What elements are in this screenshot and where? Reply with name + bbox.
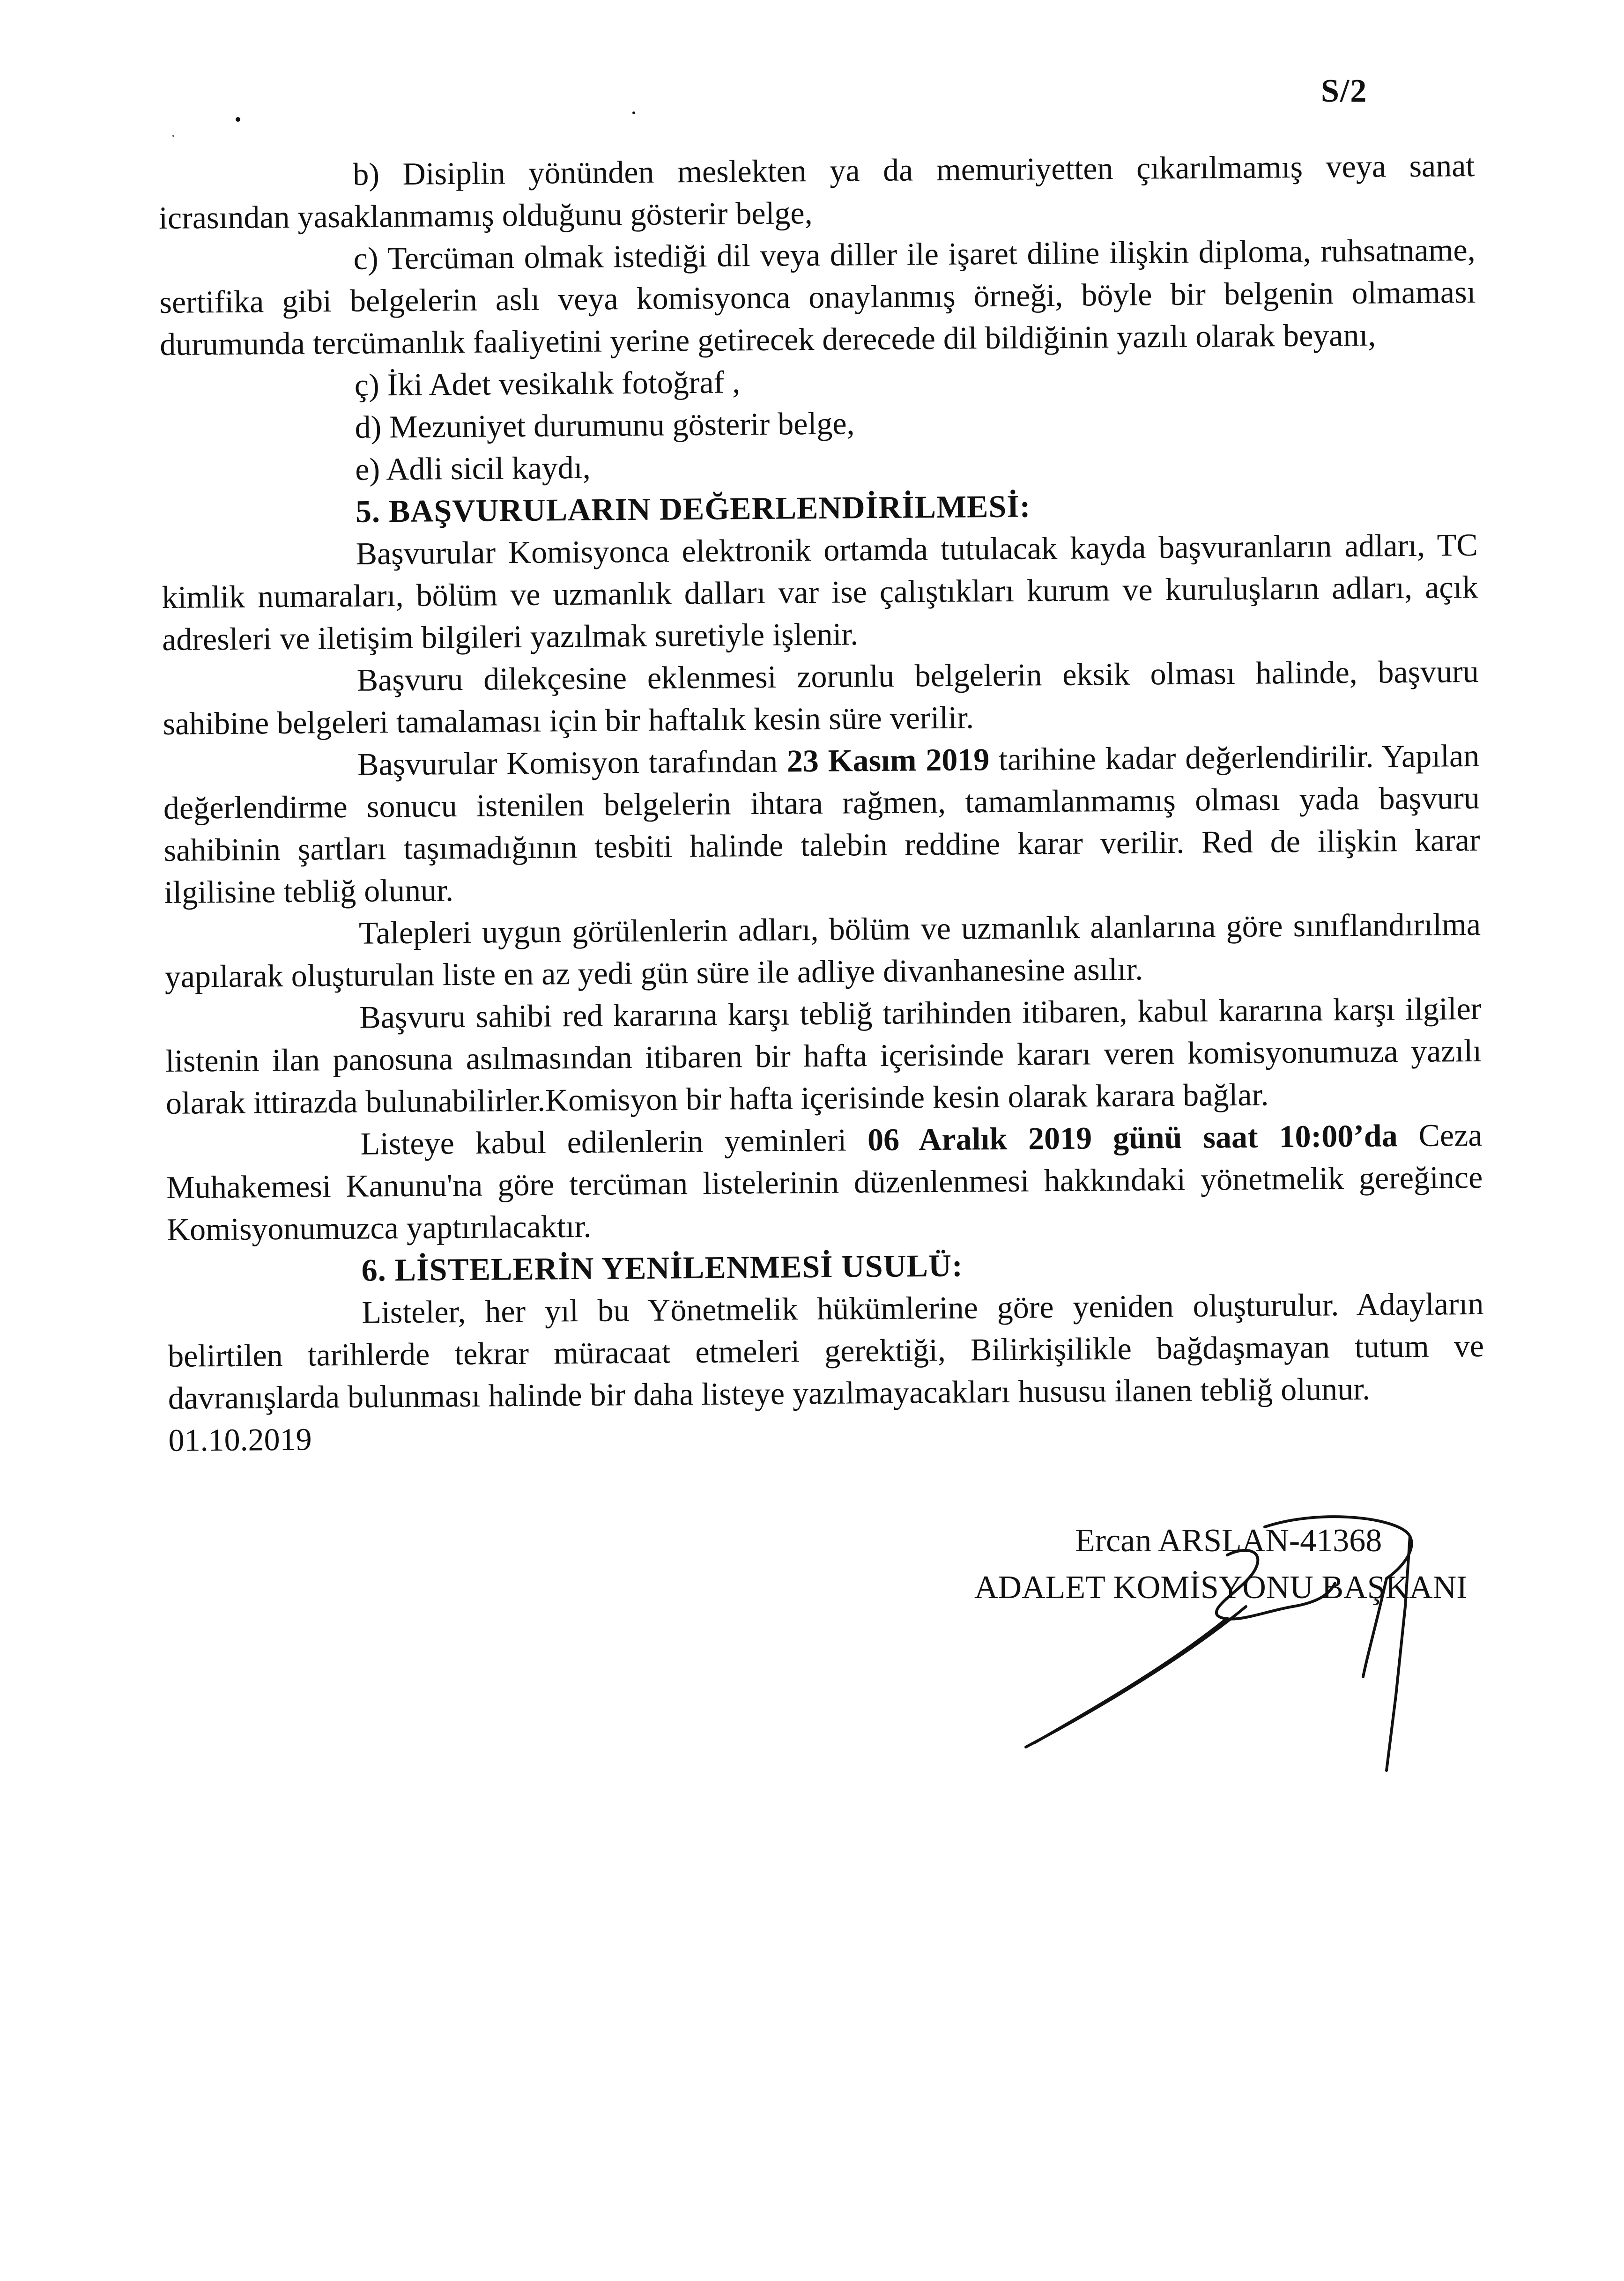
requirement-item-c: c) Tercüman olmak istediği dil veya diller ile işaret diline ilişkin diploma, ruhsatname, sertifika gibi belgelerin aslı veya komisyonca onaylanmış örneği, böyle bir belgenin olmaması durumunda tercümanlık faaliyetini yerine getirecek derecede dil bildiğinin yazılı olarak beyanı, — [159, 231, 1476, 362]
paragraph-text: Ceza Muhakemesi Kanunu'na göre tercüman listelerinin düzenlenmesi hakkındaki yönetmelik gereğince Komisyonumuzca yaptırılacaktır. — [166, 1117, 1483, 1247]
section-5-paragraph-4: Talepleri uygun görülenlerin adları, bölüm ve uzmanlık alanlarına göre sınıflandırılma yapılarak oluşturulan liste en az yedi gün süre ile adliye divanhanesine asılır. — [164, 906, 1481, 994]
evaluation-deadline: 23 Kasım 2019 — [786, 741, 990, 779]
requirement-item-d: d) Mezuniyet durumunu gösterir belge, — [355, 405, 855, 445]
signatory-title: ADALET KOMİSYONU BAŞKANI — [974, 1570, 1468, 1606]
section-5-heading: 5. BAŞVURULARIN DEĞERLENDİRİLMESİ: — [355, 488, 1031, 529]
requirement-item-b: b) Disiplin yönünden meslekten ya da memuriyetten çıkarılmamış veya sanat icrasından yasaklanmamış olduğunu gösterir belge, — [158, 147, 1475, 236]
signatory-name: Ercan ARSLAN-41368 — [1075, 1523, 1382, 1559]
section-5-paragraph-6 — [166, 1114, 1483, 1251]
handwritten-signature — [965, 1499, 1480, 1827]
paragraph-text: Listeye kabul edilenlerin yeminleri — [360, 1122, 868, 1162]
requirement-item-cc: ç) İki Adet vesikalık fotoğraf , — [354, 364, 741, 403]
page-number: S/2 — [1321, 73, 1368, 109]
scan-speck — [236, 117, 240, 122]
oath-date: 06 Aralık 2019 günü saat 10:00’da — [867, 1118, 1398, 1158]
section-5-paragraph-1: Başvurular Komisyonca elektronik ortamda tutulacak kayda başvuranların adları, TC kimlik numaraları, bölüm ve uzmanlık dalları var ise çalıştıkları kurum ve kuruluşların adları, açık adresleri ve iletişim bilgileri yazılmak suretiyle işlenir. — [162, 526, 1478, 657]
section-5-paragraph-5: Başvuru sahibi red kararına karşı tebliğ tarihinden itibaren, kabul kararına karşı ilgiler listenin ilan panosuna asılmasından itibaren bir hafta içerisinde kararı veren komisyonumuza yazılı olarak ittirazda bulunabilirler.Komisyon bir hafta içerisinde kesin olarak karara bağlar. — [165, 990, 1482, 1121]
paragraph-text: Başvurular Komisyon tarafından — [357, 743, 787, 782]
requirement-item-e: e) Adli sicil kaydı, — [355, 449, 591, 487]
document-body — [158, 144, 1485, 1461]
section-5-paragraph-2: Başvuru dilekçesine eklenmesi zorunlu belgelerin eksik olması halinde, başvuru sahibine belgeleri tamalaması için bir haftalık kesin süre verilir. — [163, 653, 1479, 741]
scan-speck — [632, 111, 635, 114]
scan-speck — [172, 135, 174, 137]
paragraph-text: tarihine kadar değerlendirilir. Yapılan değerlendirme sonucu istenilen belgelerin ihtara rağmen, tamamlanmamış olması yada başvuru sahibinin şartları taşımadığının tesbiti halinde talebin reddine karar verilir. Red de ilişkin karar ilgilisine tebliğ olunur. — [163, 737, 1480, 910]
section-6-paragraph-1: Listeler, her yıl bu Yönetmelik hükümlerine göre yeniden oluşturulur. Adayların belirtilen tarihlerde tekrar müracaat etmeleri gerektiği, Bilirkişilikle bağdaşmayan tutum ve davranışlarda bulunması halinde bir daha listeye yazılmayacakları hususu ilanen tebliğ olunur. — [167, 1285, 1484, 1416]
document-date: 01.10.2019 — [168, 1421, 312, 1458]
section-5-paragraph-3 — [163, 734, 1481, 913]
section-6-heading: 6. LİSTELERİN YENİLENMESİ USULÜ: — [361, 1247, 964, 1288]
